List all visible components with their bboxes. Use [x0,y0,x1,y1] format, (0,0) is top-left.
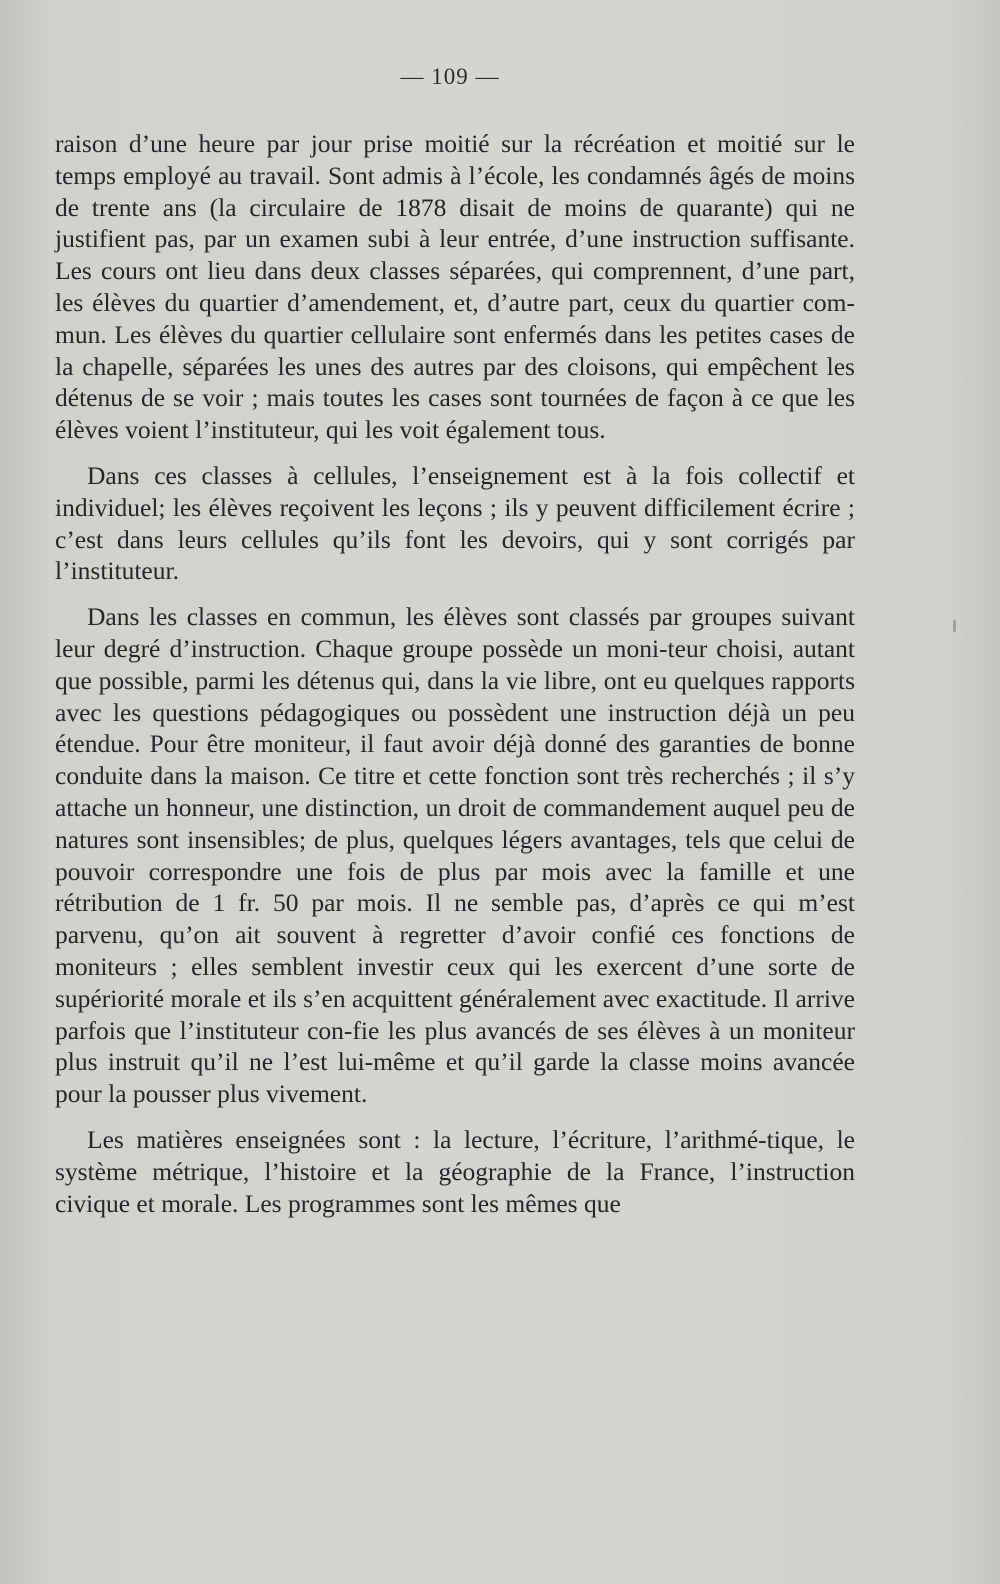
paragraph-subjects: Les matières enseignées sont : la lecture, l’écriture, l’arithmé-tique, le système métrique, l’histoire et la géographie de la France, l’instruction civique et morale. Les programmes sont les mêmes que [55,1124,855,1218]
body-text [55,128,855,1233]
paragraph-cell-classes: Dans ces classes à cellules, l’enseignement est à la fois collectif et individuel; les élèves reçoivent les leçons ; ils y peuvent difficilement écrire ; c’est dans leurs cellules qu’ils font les devoirs, qui y sont corrigés par l’instituteur. [55,460,855,586]
paragraph-common-classes: Dans les classes en commun, les élèves sont classés par groupes suivant leur degré d’instruction. Chaque groupe possède un moni-teur choisi, autant que possible, parmi les détenus qui, dans la vie libre, ont eu quelques rapports avec les questions pédagogiques ou possèdent une instruction déjà un peu étendue. Pour être moniteur, il faut avoir déjà donné des garanties de bonne conduite dans la maison. Ce titre et cette fonction sont très recherchés ; il s’y attache un honneur, une distinction, un droit de commandement auquel peu de natures sont insensibles; de plus, quelques légers avantages, tels que celui de pouvoir correspondre une fois de plus par mois avec la famille et une rétribution de 1 fr. 50 par mois. Il ne semble pas, d’après ce qui m’est parvenu, qu’on ait souvent à regretter d’avoir confié ces fonctions de moniteurs ; elles semblent investir ceux qui les exercent d’une sorte de supériorité morale et ils s’en acquittent généralement avec exactitude. Il arrive parfois que l’instituteur con-fie les plus avancés de ses élèves à un moniteur plus instruit qu’il ne l’est lui-même et qu’il garde la classe moins avancée pour la pousser plus vivement. [55,602,855,1109]
paper-speck [953,620,956,632]
page-number: — 109 — [400,64,500,89]
paragraph-continuation: raison d’une heure par jour prise moitié sur la récréation et moitié sur le temps employé au travail. Sont admis à l’école, les condamnés âgés de moins de trente ans (la circulaire de 1878 disait de moins de quarante) qui ne justifient pas, par un examen subi à leur entrée, d’une instruction suffisante. Les cours ont lieu dans deux classes séparées, qui comprennent, d’une part, les élèves du quartier d’amendement, et, d’autre part, ceux du quartier com-mun. Les élèves du quartier cellulaire sont enfermés dans les petites cases de la chapelle, séparées les unes des autres par des cloisons, qui empêchent les détenus de se voir ; mais toutes les cases sont tournées de façon à ce que les élèves voient l’instituteur, qui les voit également tous. [55,129,855,445]
